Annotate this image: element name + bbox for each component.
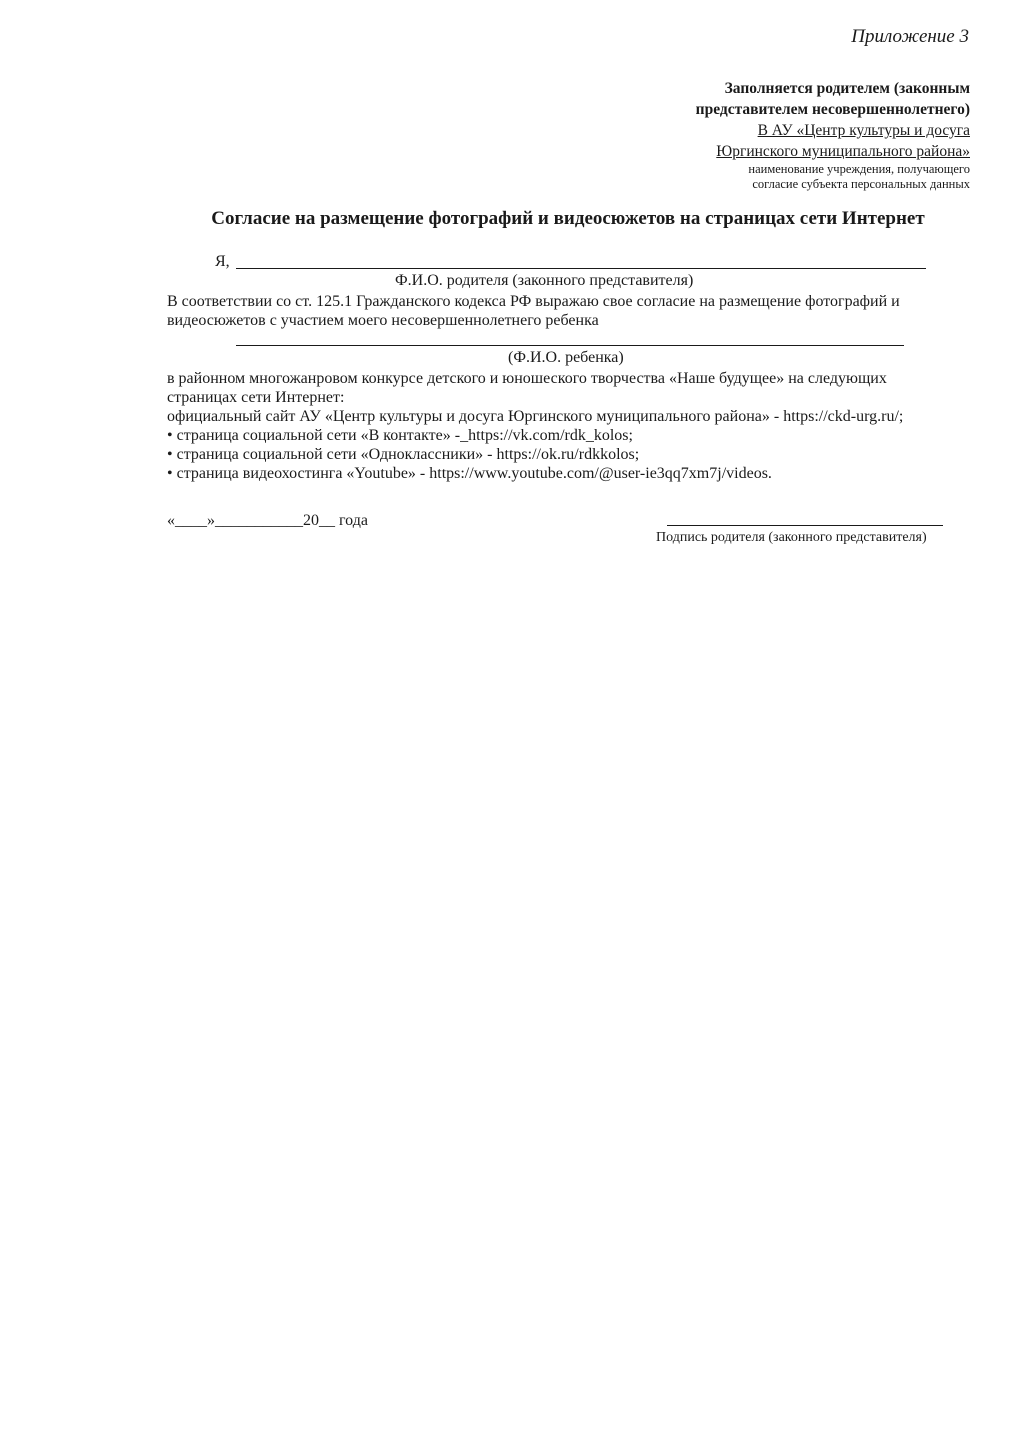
parent-name-field[interactable]: [236, 268, 926, 269]
date-field[interactable]: «____»___________20__ года: [167, 512, 368, 529]
filler-line-2: представителем несовершеннолетнего): [695, 101, 970, 118]
appendix-label: Приложение 3: [851, 26, 969, 47]
filler-block: [696, 78, 970, 192]
ya-label: Я,: [215, 253, 230, 270]
organization-note-1: наименование учреждения, получающего: [748, 162, 970, 176]
organization-note-2: согласие субъекта персональных данных: [752, 177, 970, 191]
signature-caption: Подпись родителя (законного представителя): [656, 530, 927, 545]
bullet-vk: • страница социальной сети «В контакте» -_https://vk.com/rdk_kolos;: [167, 427, 633, 444]
filler-line-1: Заполняется родителем (законным: [724, 80, 970, 97]
document-title: Согласие на размещение фотографий и видеосюжетов на страницах сети Интернет: [211, 208, 925, 229]
signature-field[interactable]: [667, 525, 943, 526]
organization-line-2: Юргинского муниципального района»: [716, 143, 970, 160]
child-name-caption: (Ф.И.О. ребенка): [508, 349, 624, 366]
contest-line-1: в районном многожанровом конкурсе детского и юношеского творчества «Наше будущее» на следующих: [167, 370, 887, 387]
bullet-ok: • страница социальной сети «Одноклассники» - https://ok.ru/rdkkolos;: [167, 446, 640, 463]
consent-line-1: В соответствии со ст. 125.1 Гражданского кодекса РФ выражаю свое согласие на размещение фотографий и: [167, 293, 900, 310]
parent-name-caption: Ф.И.О. родителя (законного представителя): [395, 272, 694, 289]
bullet-youtube: • страница видеохостинга «Youtube» - https://www.youtube.com/@user-ie3qq7xm7j/videos.: [167, 465, 772, 482]
consent-line-2: видеосюжетов с участием моего несовершеннолетнего ребенка: [167, 312, 599, 329]
child-name-field[interactable]: [236, 345, 904, 346]
organization-line-1: В АУ «Центр культуры и досуга: [757, 122, 970, 139]
official-site-line: официальный сайт АУ «Центр культуры и досуга Юргинского муниципального района» - https://ckd-urg.ru/;: [167, 408, 904, 425]
contest-line-2: страницах сети Интернет:: [167, 389, 345, 406]
consent-paragraph: [167, 292, 977, 330]
pages-paragraph: [167, 369, 977, 483]
